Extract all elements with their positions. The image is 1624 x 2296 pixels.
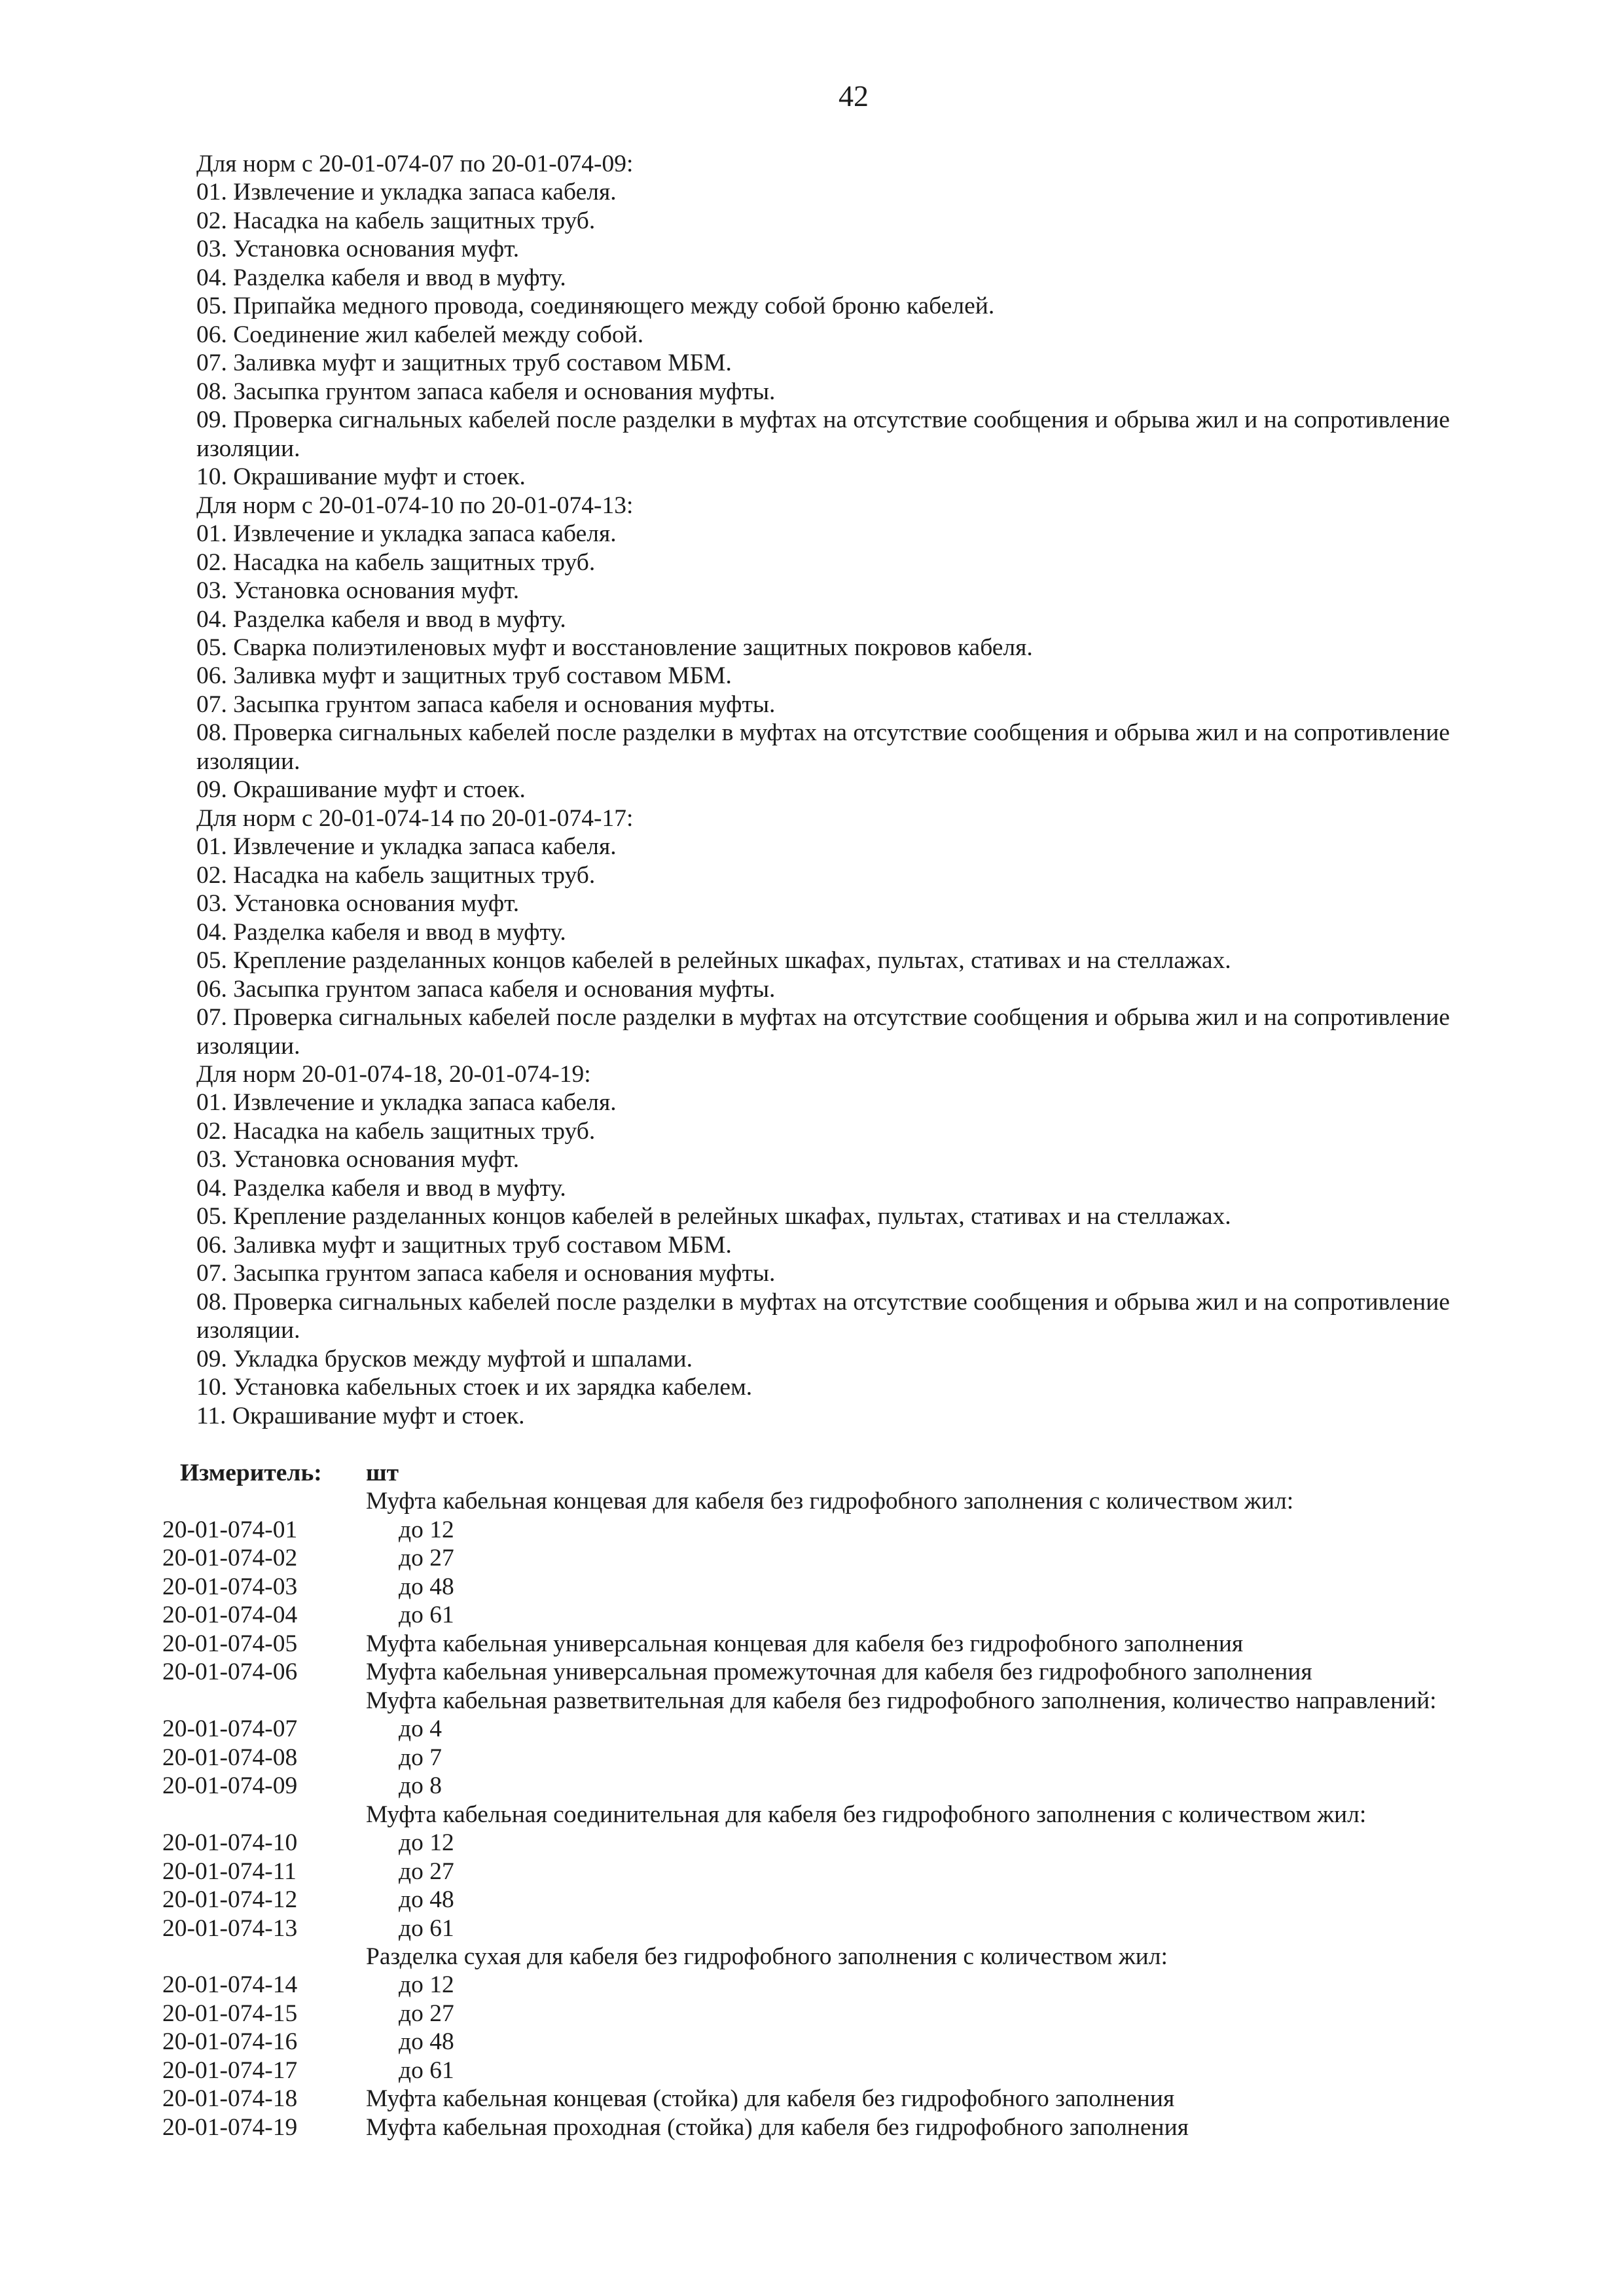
- norm-code: 20-01-074-02: [162, 1545, 298, 1572]
- norm-variant-value: до 12: [399, 1516, 454, 1543]
- work-step: 09. Окрашивание муфт и стоек.: [196, 776, 526, 804]
- measure-unit: шт: [366, 1460, 399, 1486]
- work-step: 04. Разделка кабеля и ввод в муфту.: [196, 264, 566, 291]
- work-composition: [196, 150, 1502, 1430]
- work-step: 11. Окрашивание муфт и стоек.: [196, 1402, 525, 1429]
- norm-row: [0, 1829, 1624, 1857]
- norm-code: 20-01-074-18: [162, 2085, 298, 2113]
- work-block: [196, 804, 1502, 1060]
- norm-row: [0, 1971, 1624, 1999]
- work-step: 02. Насадка на кабель защитных труб.: [196, 207, 596, 234]
- norm-code: 20-01-074-08: [162, 1744, 298, 1771]
- norm-group-description: Муфта кабельная соединительная для кабеля без гидрофобного заполнения с количеством жил:: [366, 1801, 1367, 1828]
- measure-label: Измеритель:: [180, 1460, 322, 1486]
- work-step: 09. Проверка сигнальных кабелей после разделки в муфтах на отсутствие сообщения и обрыва жил и на сопротивление изоляции.: [196, 406, 1450, 462]
- norm-description: Муфта кабельная универсальная концевая для кабеля без гидрофобного заполнения: [366, 1630, 1244, 1657]
- norm-variant-value: до 61: [399, 2056, 454, 2084]
- work-step: 05. Припайка медного провода, соединяющего между собой броню кабелей.: [196, 293, 995, 320]
- norm-code: 20-01-074-05: [162, 1630, 298, 1657]
- work-step: 01. Извлечение и укладка запаса кабеля.: [196, 833, 617, 861]
- norm-row: [0, 1573, 1624, 1601]
- norm-variant-value: до 12: [399, 1829, 454, 1857]
- norm-code: 20-01-074-03: [162, 1573, 298, 1600]
- norm-code: 20-01-074-06: [162, 1659, 298, 1686]
- work-step: 03. Установка основания муфт.: [196, 577, 520, 605]
- work-block: [196, 1060, 1502, 1430]
- work-step: 04. Разделка кабеля и ввод в муфту.: [196, 605, 566, 633]
- norm-variant-value: до 27: [399, 1545, 454, 1572]
- work-block-heading: Для норм 20-01-074-18, 20-01-074-19:: [196, 1061, 591, 1088]
- norm-row: [0, 1715, 1624, 1743]
- norm-row: [0, 2085, 1624, 2113]
- work-step: 05. Сварка полиэтиленовых муфт и восстановление защитных покровов кабеля.: [196, 634, 1033, 661]
- work-step: 03. Установка основания муфт.: [196, 236, 520, 263]
- norm-group-description: Муфта кабельная концевая для кабеля без гидрофобного заполнения с количеством жил:: [366, 1488, 1294, 1515]
- work-step: 06. Заливка муфт и защитных труб составом МБМ.: [196, 662, 732, 690]
- norm-group-heading: [0, 1487, 1624, 1515]
- norm-variant-value: до 48: [399, 2028, 454, 2056]
- norm-row: [0, 2113, 1624, 2142]
- work-step: 03. Установка основания муфт.: [196, 1146, 520, 1174]
- norm-variant-value: до 61: [399, 1914, 454, 1942]
- norm-row: [0, 1857, 1624, 1886]
- work-block: [196, 492, 1502, 804]
- work-block-heading: Для норм с 20-01-074-10 по 20-01-074-13:: [196, 492, 634, 519]
- work-step: 10. Установка кабельных стоек и их зарядка кабелем.: [196, 1374, 753, 1401]
- norm-code: 20-01-074-01: [162, 1516, 298, 1543]
- norm-row: [0, 1630, 1624, 1658]
- norm-code: 20-01-074-12: [162, 1886, 298, 1914]
- norm-code: 20-01-074-11: [162, 1857, 297, 1885]
- norm-variant-value: до 48: [399, 1886, 454, 1914]
- norm-code: 20-01-074-14: [162, 1971, 298, 1999]
- norm-code: 20-01-074-13: [162, 1914, 298, 1942]
- work-step: 10. Окрашивание муфт и стоек.: [196, 463, 526, 491]
- work-step: 06. Засыпка грунтом запаса кабеля и основания муфты.: [196, 975, 776, 1003]
- norm-row: [0, 1516, 1624, 1544]
- norm-variant-value: до 27: [399, 2000, 454, 2027]
- norm-code: 20-01-074-10: [162, 1829, 298, 1857]
- norm-variant-value: до 61: [399, 1602, 454, 1629]
- measure-row: [0, 1459, 1624, 1487]
- norm-row: [0, 1772, 1624, 1800]
- norm-row: [0, 1544, 1624, 1572]
- work-block: [196, 150, 1502, 492]
- work-step: 02. Насадка на кабель защитных труб.: [196, 548, 596, 576]
- page-number: 42: [839, 79, 869, 113]
- work-step: 04. Разделка кабеля и ввод в муфту.: [196, 918, 566, 946]
- norm-row: [0, 1744, 1624, 1772]
- work-step: 07. Заливка муфт и защитных труб составом МБМ.: [196, 350, 732, 377]
- norm-variant-value: до 48: [399, 1573, 454, 1600]
- work-step: 08. Проверка сигнальных кабелей после разделки в муфтах на отсутствие сообщения и обрыва жил и на сопротивление изоляции.: [196, 1288, 1450, 1344]
- work-step: 06. Заливка муфт и защитных труб составом МБМ.: [196, 1231, 732, 1259]
- norm-group-heading: [0, 1801, 1624, 1829]
- norm-row: [0, 1914, 1624, 1943]
- norm-variant-value: до 27: [399, 1857, 454, 1885]
- work-step: 01. Извлечение и укладка запаса кабеля.: [196, 179, 617, 206]
- norm-code: 20-01-074-16: [162, 2028, 298, 2056]
- norm-description: Муфта кабельная концевая (стойка) для кабеля без гидрофобного заполнения: [366, 2085, 1175, 2113]
- work-step: 05. Крепление разделанных концов кабелей в релейных шкафах, пультах, стативах и на стеллажах.: [196, 947, 1231, 975]
- work-step: 03. Установка основания муфт.: [196, 890, 520, 918]
- norm-row: [0, 2056, 1624, 2085]
- norm-code: 20-01-074-19: [162, 2113, 298, 2141]
- work-step: 07. Проверка сигнальных кабелей после разделки в муфтах на отсутствие сообщения и обрыва жил и на сопротивление изоляции.: [196, 1004, 1450, 1060]
- norm-group-heading: [0, 1687, 1624, 1715]
- norm-variant-value: до 12: [399, 1971, 454, 1999]
- norm-row: [0, 2028, 1624, 2056]
- work-block-heading: Для норм с 20-01-074-14 по 20-01-074-17:: [196, 804, 634, 832]
- work-step: 01. Извлечение и укладка запаса кабеля.: [196, 1089, 617, 1117]
- norm-variant-value: до 8: [399, 1772, 442, 1800]
- work-step: 08. Засыпка грунтом запаса кабеля и основания муфты.: [196, 378, 776, 405]
- norm-row: [0, 1601, 1624, 1629]
- norm-group-description: Муфта кабельная разветвительная для кабеля без гидрофобного заполнения, количество направлений:: [366, 1687, 1437, 1714]
- norm-variant-value: до 7: [399, 1744, 442, 1771]
- work-step: 07. Засыпка грунтом запаса кабеля и основания муфты.: [196, 1260, 776, 1287]
- norm-group-description: Разделка сухая для кабеля без гидрофобного заполнения с количеством жил:: [366, 1943, 1168, 1970]
- work-step: 02. Насадка на кабель защитных труб.: [196, 861, 596, 889]
- norm-row: [0, 1658, 1624, 1686]
- norm-variant-value: до 4: [399, 1715, 442, 1743]
- norm-code: 20-01-074-07: [162, 1715, 298, 1743]
- norm-code: 20-01-074-15: [162, 2000, 298, 2027]
- work-step: 09. Укладка брусков между муфтой и шпалами.: [196, 1345, 693, 1372]
- work-step: 01. Извлечение и укладка запаса кабеля.: [196, 520, 617, 548]
- norm-group-heading: [0, 1943, 1624, 1971]
- work-step: 02. Насадка на кабель защитных труб.: [196, 1117, 596, 1145]
- norm-code: 20-01-074-04: [162, 1602, 298, 1629]
- norm-description: Муфта кабельная проходная (стойка) для кабеля без гидрофобного заполнения: [366, 2113, 1189, 2141]
- work-step: 06. Соединение жил кабелей между собой.: [196, 321, 644, 348]
- norm-code: 20-01-074-09: [162, 1772, 298, 1800]
- norms-table: [0, 1459, 1624, 2142]
- work-step: 08. Проверка сигнальных кабелей после разделки в муфтах на отсутствие сообщения и обрыва жил и на сопротивление изоляции.: [196, 719, 1450, 775]
- norm-code: 20-01-074-17: [162, 2056, 298, 2084]
- norm-row: [0, 2000, 1624, 2028]
- work-step: 05. Крепление разделанных концов кабелей в релейных шкафах, пультах, стативах и на стеллажах.: [196, 1203, 1231, 1230]
- work-step: 07. Засыпка грунтом запаса кабеля и основания муфты.: [196, 691, 776, 718]
- norm-row: [0, 1886, 1624, 1914]
- work-step: 04. Разделка кабеля и ввод в муфту.: [196, 1174, 566, 1202]
- norm-description: Муфта кабельная универсальная промежуточная для кабеля без гидрофобного заполнения: [366, 1659, 1312, 1686]
- work-block-heading: Для норм с 20-01-074-07 по 20-01-074-09:: [196, 151, 634, 177]
